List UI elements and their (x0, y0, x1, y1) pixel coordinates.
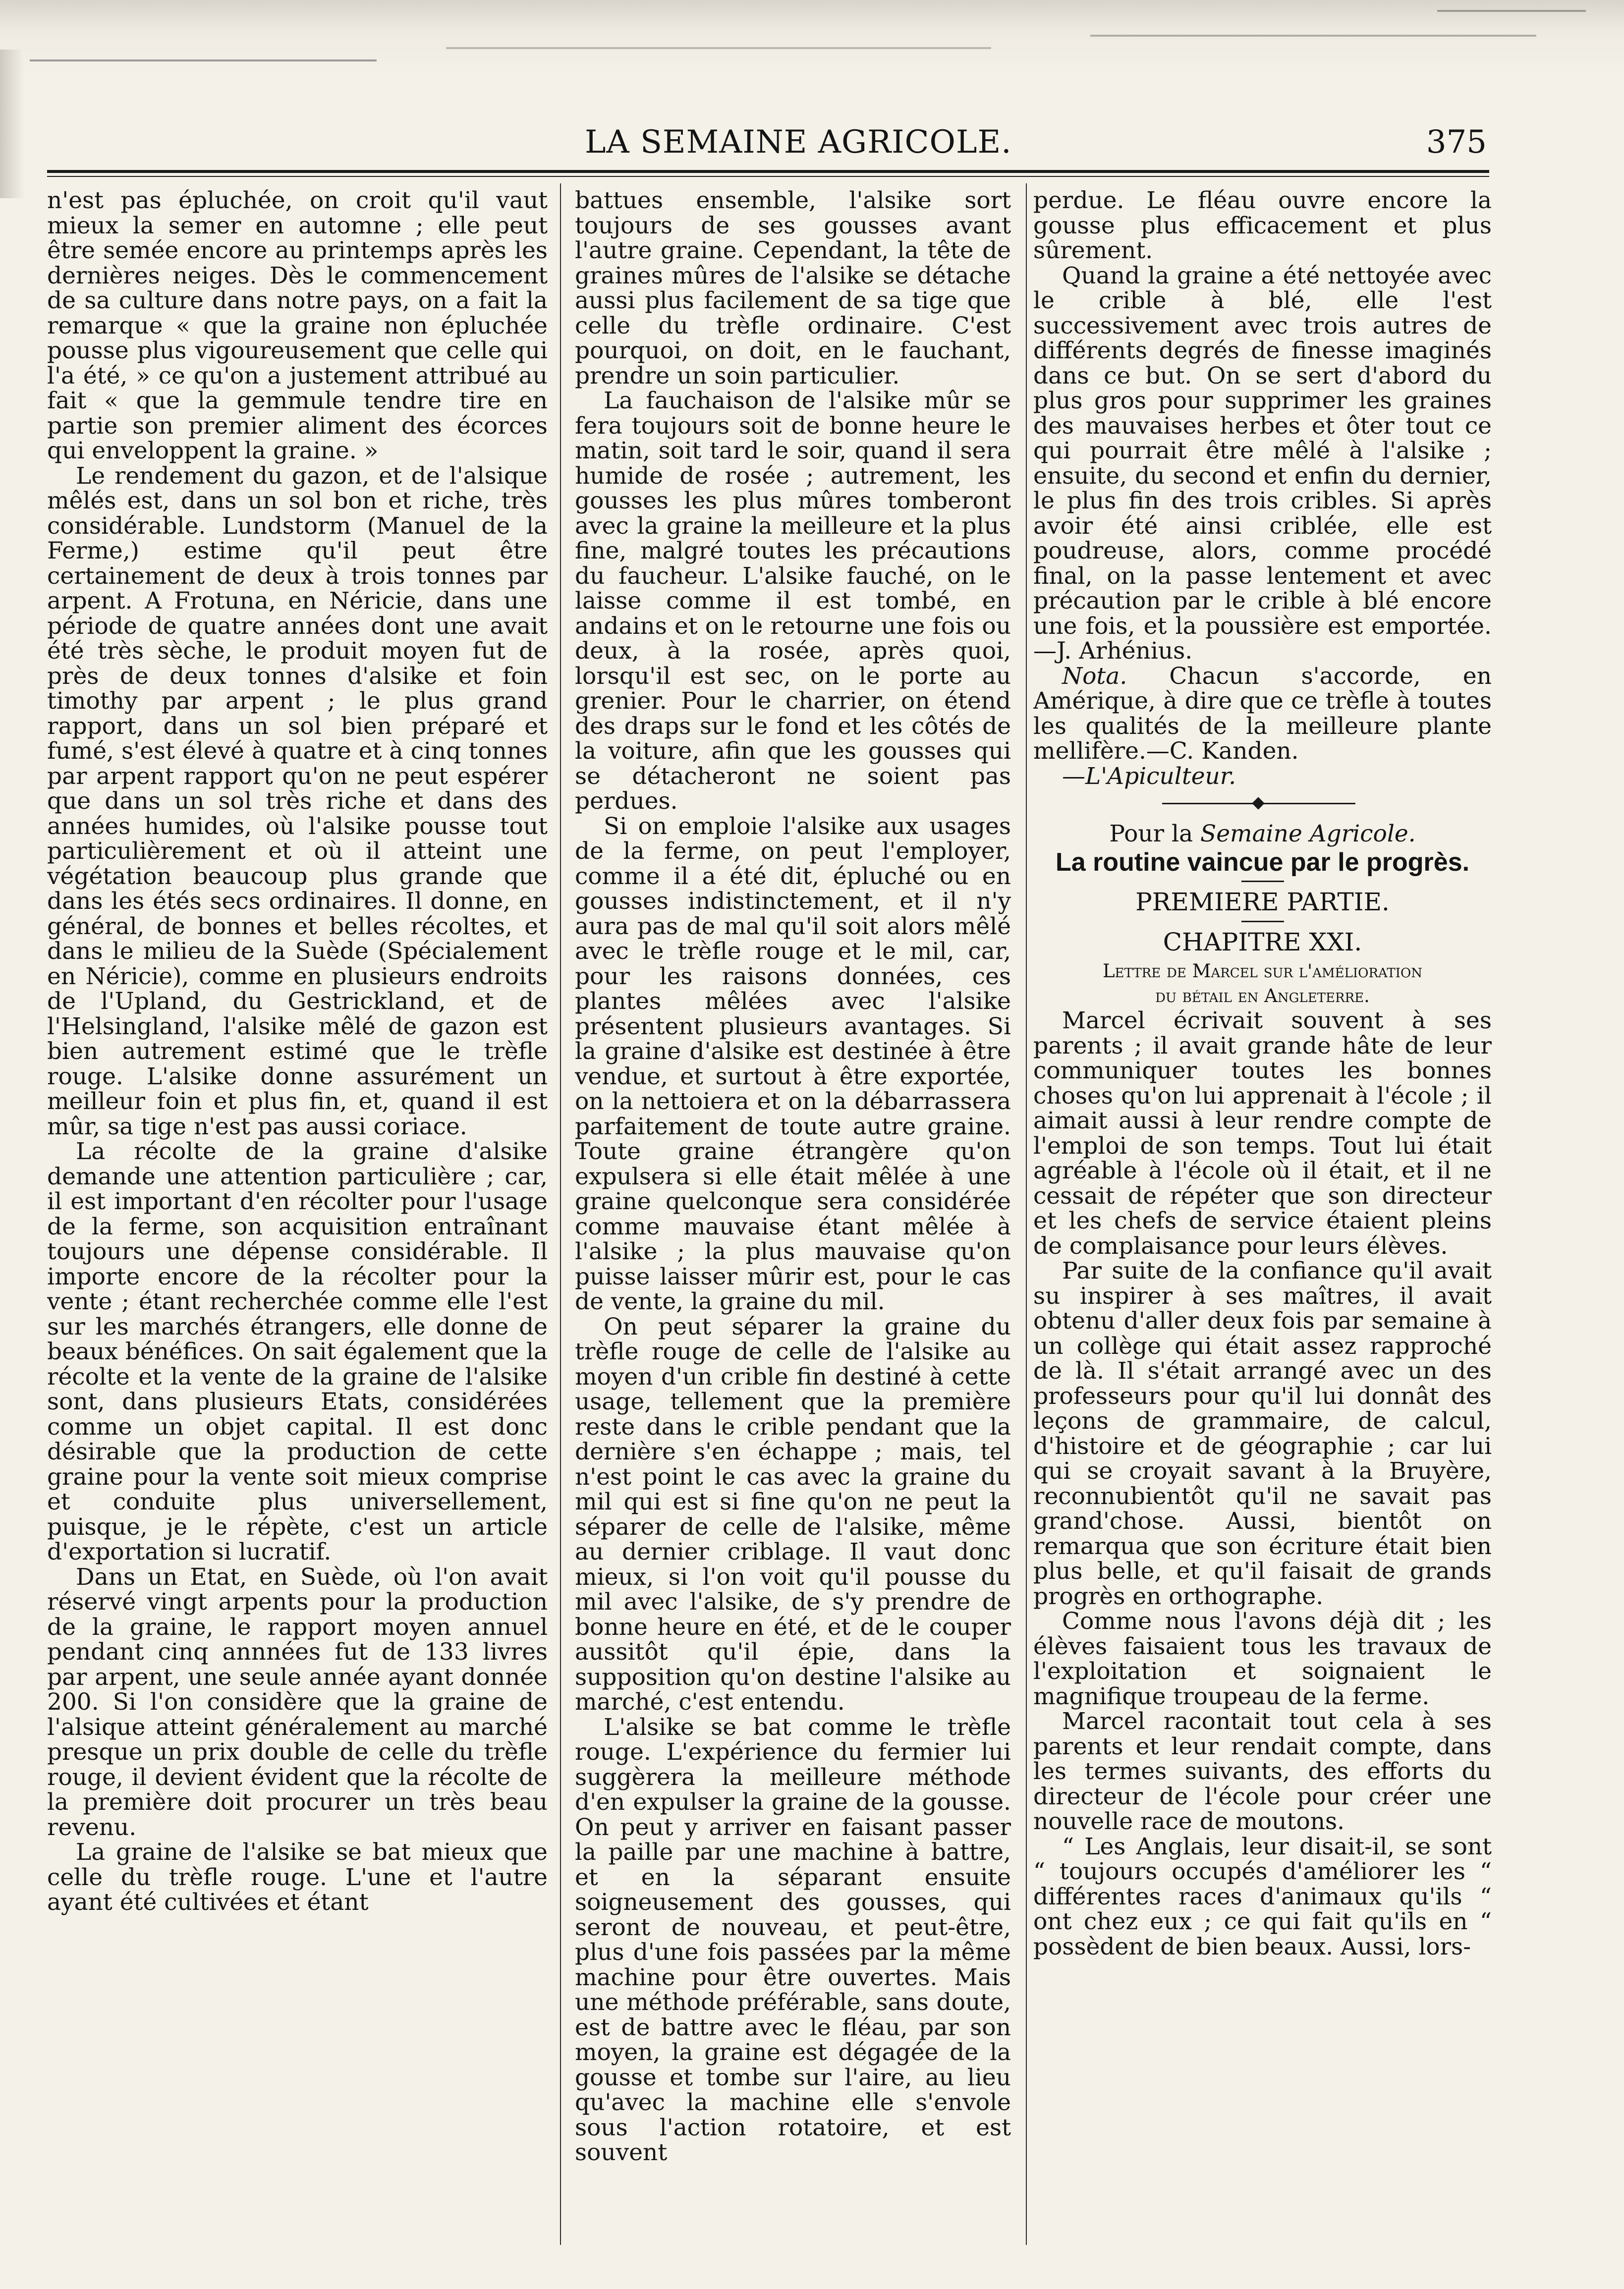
nota-paragraph (1033, 664, 1492, 764)
paragraph: Dans un Etat, en Suède, où l'on avait réservé vingt arpents pour la production de la graine, le rapport moyen annuel pendant cinq annnées fut de 133 livres par arpent, une seule année ayant donnée 200. Si l'on considère que la graine de l'alsique atteint généralement au marché presque un prix double de celle du trèfle rouge, il devient évident que la récolte de la première doit procurer un très beau revenu. (47, 1563, 548, 1841)
source-line (1033, 764, 1492, 789)
divider-diamond (1252, 797, 1264, 809)
nota-label: Nota. (1062, 662, 1127, 690)
for-line-journal: Semaine Agricole. (1200, 820, 1416, 847)
paragraph: n'est pas épluchée, on croit qu'il vaut mieux la semer en automne ; elle peut être semée encore au printemps après les dernières neiges. Dès le commencement de sa culture dans notre pays, on a fait la remarque « que la graine non épluchée pousse plus vigoureusement que celle qui l'a été, » ce qu'on a justement attribué au fait « que la gemmule tendre tire en partie son premier aliment des écorces qui enveloppent la graine. » (47, 188, 548, 464)
journal-title: LA SEMAINE AGRICOLE. (585, 124, 1012, 161)
short-rule (1241, 921, 1284, 922)
column-1 (47, 188, 548, 2270)
article-headline: La routine vaincue par le progrès. (1055, 847, 1470, 877)
page-number: 375 (1426, 124, 1487, 161)
paragraph: Le rendement du gazon, et de l'alsique mêlés est, dans un sol bon et riche, très considérable. Lundstorm (Manuel de la Ferme,) estime qu'il peut être certainement de deux à trois tonnes par arpent. A Frotuna, en Néricie, dans une période de quatre années dont une avait été très sèche, le produit moyen fut de près de deux tonnes d'alsike et foin timothy par arpent ; le plus grand rapport, dans un sol bien préparé et fumé, s'est élevé à quatre et à cinq tonnes par arpent rapport qu'on ne peut espérer que dans un sol très riche et dans des années humides, où l'alsike pousse tout particulièrement et où il atteint une végétation beaucoup plus grande que dans les étés secs ordinaires. Il donne, en général, de bonnes et belles récoltes, et dans le milieu de la Suède (Spécialement en Néricie), comme en plusieurs endroits de l'Upland, du Gestrickland, et de l'Helsingland, l'alsike mêlé de gazon est bien autrement estimé que le trèfle rouge. L'alsike donne assurément un meilleur foin et plus fin, et, quand il est mûr, sa tige n'est pas aussi coriace. (47, 462, 548, 1140)
nota-text: Chacun s'accorde, en Amérique, à dire que ce trèfle à toutes les qualités de la meilleure plante mellifère.—C. Kanden. (1033, 662, 1492, 765)
column-2 (575, 188, 1011, 2270)
paragraph: La graine de l'alsike se bat mieux que celle du trèfle rouge. L'une et l'autre ayant été cultivées et étant (47, 1839, 548, 1916)
paragraph: Marcel racontait tout cela à ses parents et leur rendait compte, dans les termes suivants, des efforts du directeur de l'école pour créer une nouvelle race de moutons. (1033, 1708, 1492, 1835)
column-rule-1 (560, 183, 561, 2245)
chapter-subtitle: du bétail en Angleterre. (1155, 985, 1370, 1006)
paragraph: battues ensemble, l'alsike sort toujours de ses gousses avant l'autre graine. Cependant, la tête de graines mûres de l'alsike se détache aussi plus facilement de sa tige que celle du trèfle ordinaire. C'est pourquoi, on doit, en le fauchant, prendre un soin particulier. (575, 188, 1011, 390)
chapter-heading: CHAPITRE XXI. (1163, 928, 1362, 956)
paragraph: L'alsike se bat comme le trèfle rouge. L'expérience du fermier lui suggèrera la meilleure méthode d'en expulser la graine de la gousse. On peut y arriver en faisant passer la paille par une machine à battre, et en la séparant ensuite soigneusement des gousses, qui seront de nouveau, et peut-être, plus d'une fois passées par la même machine pour être ouvertes. Mais une méthode préférable, sans doute, est de battre avec le fléau, par son moyen, la graine est dégagée de la gousse et tombe sur l'aire, au lieu qu'avec la machine elle s'envole sous l'action rotatoire, et est souvent (575, 1713, 1011, 2166)
scan-left-shadow (0, 50, 25, 198)
for-journal-line (1033, 822, 1492, 847)
paragraph: Quand la graine a été nettoyée avec le crible à blé, elle l'est successivement avec trois autres de différents degrés de finesse imaginés dans ce but. On se sert d'abord du plus gros pour supprimer les graines des mauvaises herbes et ôter tout ce qui pourrait être mêlé à l'alsike ; ensuite, du second et enfin du dernier, le plus fin des trois cribles. Si après avoir été ainsi criblée, elle est poudreuse, alors, comme procédé final, on la passe lentement et avec précaution par le crible à blé encore une fois, et la poussière est emportée.—J. Arhénius. (1033, 262, 1492, 665)
short-rule (1241, 881, 1284, 882)
scan-top-edge (0, 0, 1624, 74)
paragraph: Si on emploie l'alsike aux usages de la ferme, on peut l'employer, comme il a été dit, épluché ou en gousses indistinctement, et il n'y aura pas de mal qu'il soit alors mêlé avec le trèfle rouge et le mil, car, pour les raisons données, ces plantes mêlées avec l'alsike présentent plusieurs avantages. Si la graine d'alsike est destinée à être vendue, et surtout à être exportée, on la nettoiera et on la débarrassera parfaitement de toute autre graine. Toute graine étrangère qu'on expulsera si elle était mêlée à une graine quelconque sera considérée comme mauvaise étant mêlée à l'alsike ; la plus mauvaise qu'on puisse laisser mûrir est, pour le cas de vente, la graine du mil. (575, 812, 1011, 1315)
chapter-subtitle: Lettre de Marcel sur l'amélioration (1102, 960, 1423, 982)
section-divider-ornament (1033, 789, 1492, 819)
header-rule-thin (47, 176, 1489, 177)
paragraph: “ Les Anglais, leur disait-il, se sont “ toujours occupés d'améliorer les “ différentes races d'animaux qu'ils “ ont chez eux ; ce qui fait qu'ils en “ possèdent de bien beaux. Aussi, lors- (1033, 1833, 1492, 1960)
page-header (545, 124, 1487, 168)
paragraph: La récolte de la graine d'alsike demande une attention particulière ; car, il est important d'en récolter pour l'usage de la ferme, son acquisition entraînant toujours une dépense considérable. Il importe encore de la récolter pour la vente ; étant recherchée comme elle l'est sur les marchés étrangers, elle donne de beaux bénéfices. On sait également que la récolte et la vente de la graine de l'alsike sont, dans plusieurs Etats, considérées comme un objet capital. Il est donc désirable que la production de cette graine pour la vente soit mieux comprise et conduite plus universellement, puisque, je le répète, c'est un article d'exportation si lucratif. (47, 1138, 548, 1565)
paragraph: La fauchaison de l'alsike mûr se fera toujours soit de bonne heure le matin, soit tard le soir, quand il sera humide de rosée ; autrement, les gousses les plus mûres tomberont avec la graine la meilleure et la plus fine, malgré toutes les précautions du faucheur. L'alsike fauché, on le laisse comme il est tombé, en andains et on le retourne une fois ou deux, à la rosée, après quoi, lorsqu'il est sec, on le porte au grenier. Pour le charrier, on étend des draps sur le fond et les côtés de la voiture, afin que les gousses qui se détacheront ne soient pas perdues. (575, 387, 1011, 815)
paragraph: Par suite de la confiance qu'il avait su inspirer à ses maîtres, il avait obtenu d'aller deux fois par semaine à un collège qui était assez rapproché de là. Il s'était arrangé avec un des professeurs pour qu'il lui donnât des leçons de grammaire, de calcul, d'histoire et de géographie ; car lui qui se croyait savant à la Bruyère, reconnubientôt qu'il ne savait pas grand'chose. Aussi, bientôt on remarqua que son écriture était bien plus belle, et qu'il faisait de grands progrès en orthographe. (1033, 1257, 1492, 1610)
paragraph: perdue. Le fléau ouvre encore la gousse plus efficacement et plus sûrement. (1033, 188, 1492, 264)
paragraph: Comme nous l'avons déjà dit ; les élèves faisaient tous les travaux de l'exploitation et soignaient le magnifique troupeau de la ferme. (1033, 1608, 1492, 1710)
paragraph: On peut séparer la graine du trèfle rouge de celle de l'alsike au moyen d'un crible fin destiné à cette usage, tellement que la première reste dans le crible pendant que la dernière s'en échappe ; mais, tel n'est point le cas avec la graine du mil qui est si fine qu'on ne peut la séparer de celle de l'alsike, même au dernier criblage. Il vaut donc mieux, si l'on voit qu'il pousse du mil avec l'alsike, de s'y prendre de bonne heure en été, et de le couper aussitôt qu'il épie, dans la supposition qu'on destine l'alsike au marché, c'est entendu. (575, 1313, 1011, 1716)
column-rule-2 (1026, 183, 1027, 2245)
part-heading: PREMIERE PARTIE. (1135, 888, 1390, 916)
column-3 (1033, 188, 1492, 2270)
source-name: —L'Apiculteur. (1062, 762, 1236, 790)
for-line-prefix: Pour la (1109, 820, 1201, 847)
paragraph: Marcel écrivait souvent à ses parents ; il avait grande hâte de leur communiquer toutes les bonnes choses qu'on lui apprenait à l'école ; il aimait aussi à leur rendre compte de l'emploi de son temps. Tout lui était agréable à l'école où il était, et il ne cessait de répéter que son directeur et les chefs de service étaient pleins de complaisance pour leurs élèves. (1033, 1007, 1492, 1260)
header-rule (47, 170, 1489, 173)
